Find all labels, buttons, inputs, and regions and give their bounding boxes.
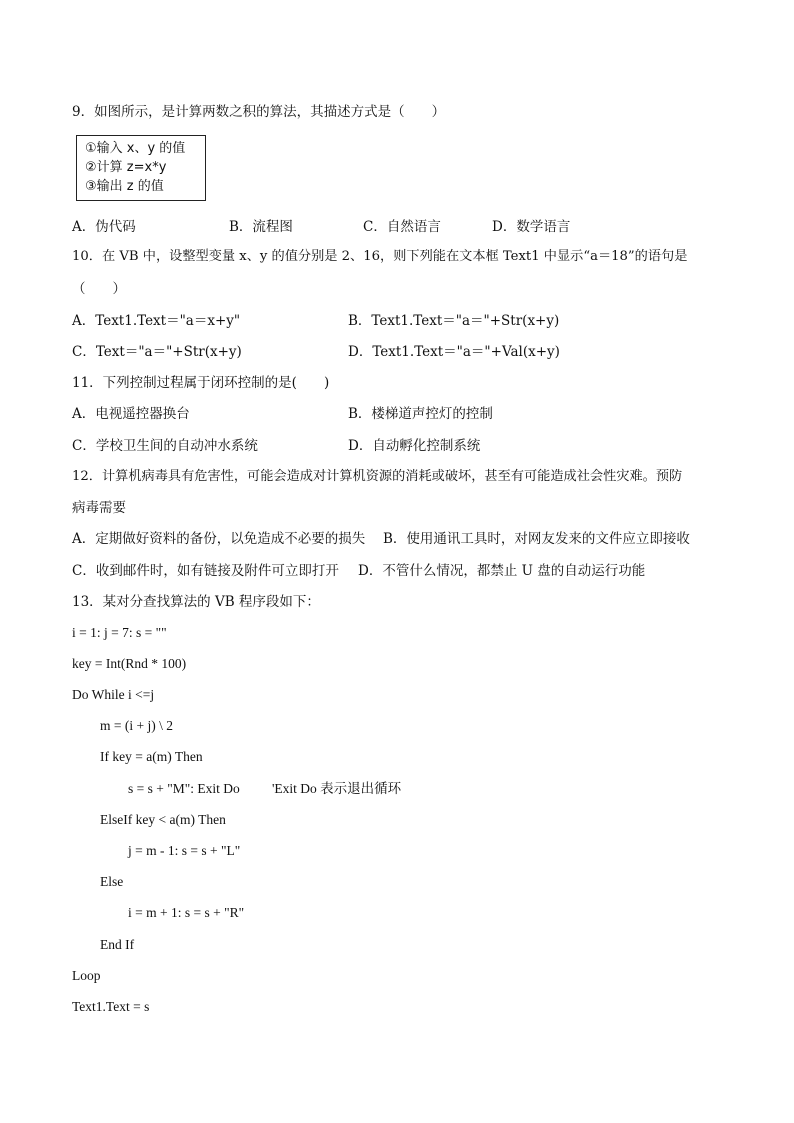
code-line: i = m + 1: s = s + "R" [128, 905, 245, 920]
q9-stem: 9．如图所示，是计算两数之积的算法，其描述方式是（ ） [72, 104, 446, 120]
q10-option-a: A．Text1.Text＝"a＝x+y" [72, 313, 241, 329]
q10-option-c: C．Text＝"a＝"+Str(x+y) [72, 344, 242, 360]
q9-box-line: ②计算 z=x*y [85, 160, 167, 175]
code-line: Loop [72, 968, 101, 983]
q12-stem: 12．计算机病毒具有危害性，可能会造成对计算机资源的消耗或破坏，甚至有可能造成社会性灾难。预防 [72, 469, 683, 484]
q12-option-c: C．收到邮件时，如有链接及附件可立即打开 [72, 563, 339, 579]
q9-algorithm-box [76, 135, 206, 201]
q9-box-line: ①输入 x、y 的值 [85, 141, 186, 156]
code-line: End If [100, 937, 135, 952]
q12-stem-cont: 病毒需要 [72, 500, 126, 516]
q11-option-d: D．自动孵化控制系统 [348, 438, 481, 454]
code-line: Do While i <=j [72, 687, 155, 702]
q13-stem: 13．某对分查找算法的 VB 程序段如下： [72, 594, 320, 610]
q10-option-d: D．Text1.Text＝"a＝"+Val(x+y) [348, 344, 560, 360]
code-line: If key = a(m) Then [100, 749, 203, 764]
q11-option-c: C．学校卫生间的自动冲水系统 [72, 438, 258, 454]
code-line: Text1.Text = s [72, 999, 150, 1014]
code-line: Else [100, 874, 124, 889]
code-line: ElseIf key < a(m) Then [100, 812, 226, 827]
q9-option-a: A．伪代码 [72, 219, 136, 235]
q12-option-a: A．定期做好资料的备份，以免造成不必要的损失 [72, 531, 366, 547]
q9-option-b: B．流程图 [229, 219, 293, 235]
q11-stem: 11．下列控制过程属于闭环控制的是( ) [72, 375, 330, 391]
q10-option-b: B．Text1.Text＝"a＝"+Str(x+y) [348, 313, 560, 329]
q9-box-line: ③输出 z 的值 [85, 179, 164, 194]
q9-option-d: D．数学语言 [492, 219, 571, 235]
code-line: m = (i + j) \ 2 [100, 718, 173, 733]
q11-option-b: B．楼梯道声控灯的控制 [348, 406, 493, 422]
code-line: j = m - 1: s = s + "L" [128, 843, 241, 858]
code-line: i = 1: j = 7: s = "" [72, 625, 167, 640]
q9-option-c: C．自然语言 [363, 219, 441, 235]
q12-option-b: B．使用通讯工具时，对网友发来的文件应立即接收 [383, 531, 690, 547]
q12-option-d: D．不管什么情况，都禁止 U 盘的自动运行功能 [358, 563, 646, 579]
q10-stem-cont: （ ） [72, 281, 126, 297]
code-line: s = s + "M": Exit Do [128, 781, 240, 796]
code-comment: 'Exit Do 表示退出循环 [272, 781, 402, 796]
code-line: key = Int(Rnd * 100) [72, 656, 187, 671]
q11-option-a: A．电视遥控器换台 [72, 406, 190, 422]
q10-stem: 10．在 VB 中，设整型变量 x、y 的值分别是 2、16，则下列能在文本框 Text1 中显示“a＝18”的语句是 [72, 249, 688, 264]
